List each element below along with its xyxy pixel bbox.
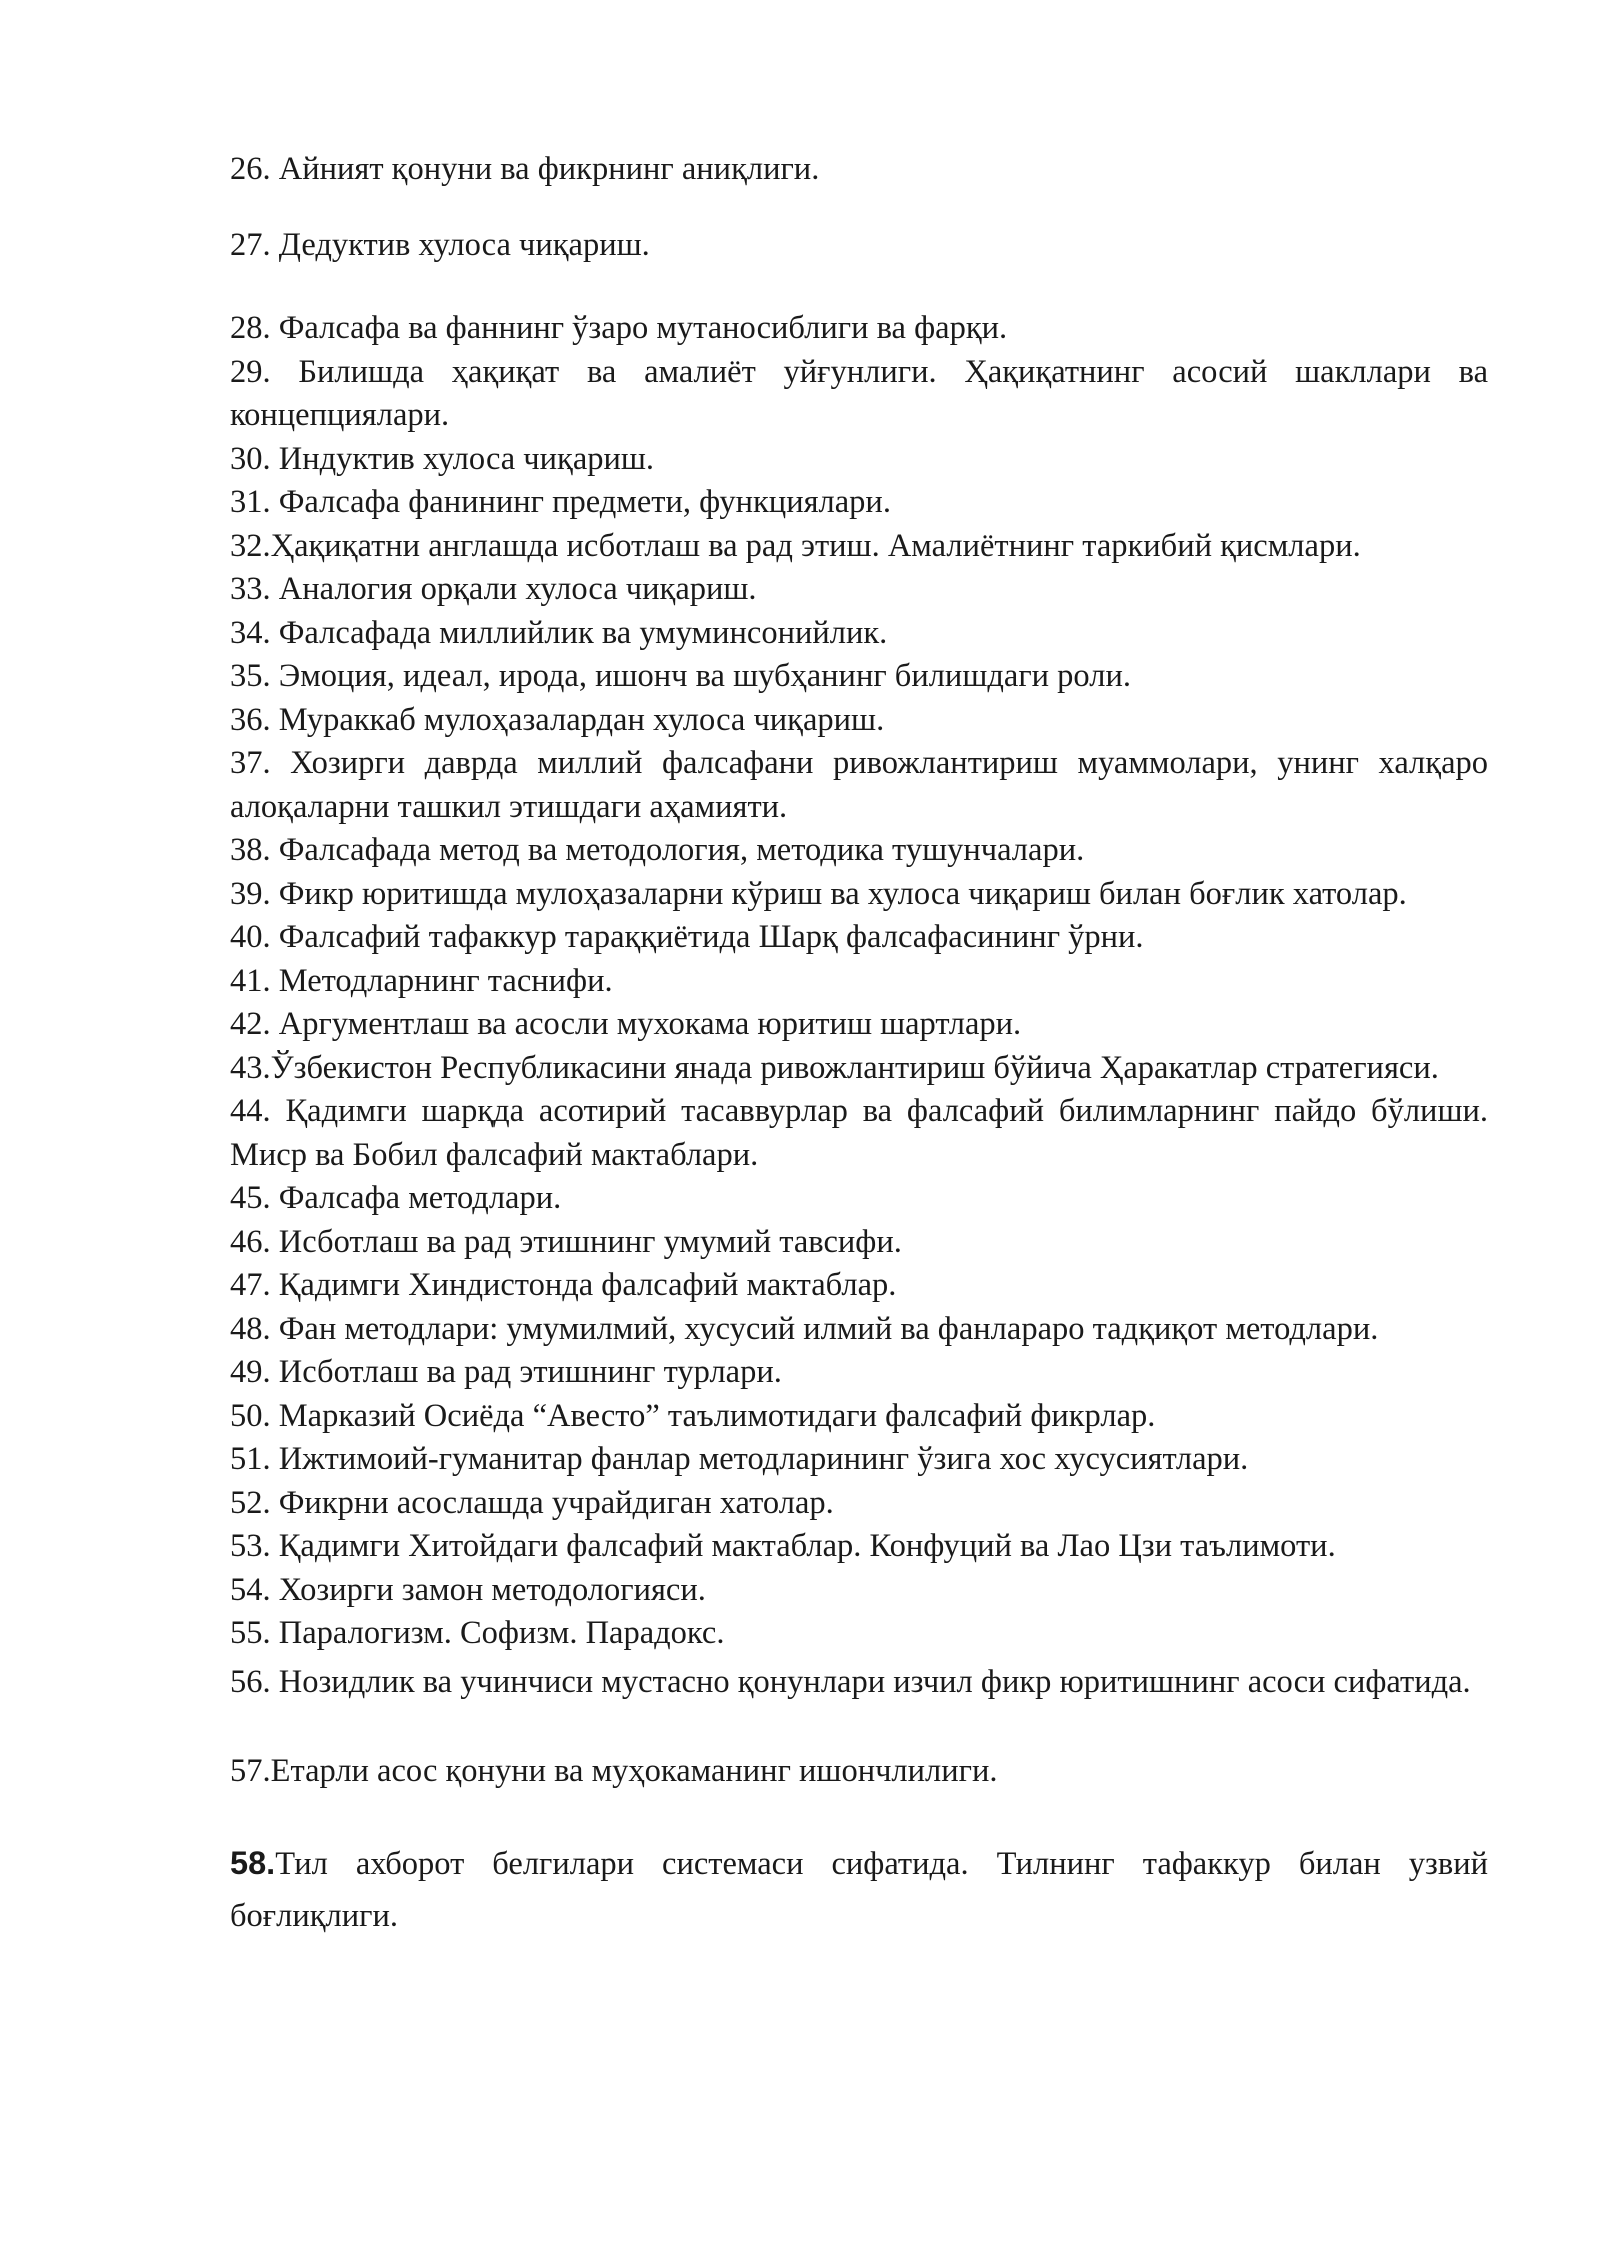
item-number: 33.	[230, 571, 271, 607]
item-number: 37.	[230, 745, 271, 781]
item-text: Фалсафа фанининг предмети, функциялари.	[270, 484, 891, 520]
item-number: 29.	[230, 353, 271, 390]
item-text: Аргументлаш ва асосли мухокама юритиш шартлари.	[270, 1006, 1022, 1042]
list-item-31	[230, 481, 1488, 525]
item-text: Фалсафада метод ва методология, методика тушунчалари.	[270, 832, 1085, 868]
list-item-40	[230, 916, 1488, 960]
list-item-54	[230, 1569, 1488, 1613]
item-text: Дедуктив хулоса чиқариш.	[270, 226, 650, 263]
item-number: 41.	[230, 962, 271, 999]
list-item-39	[230, 873, 1488, 917]
item-number: 57.	[230, 1752, 271, 1789]
list-item-48	[230, 1308, 1488, 1352]
item-text: Фикр юритишда мулоҳазаларни кўриш ва хулоса чиқариш билан боғлик хатолар.	[270, 875, 1407, 912]
item-text: Марказий Осиёда “Авесто” таълимотидаги фалсафий фикрлар.	[270, 1397, 1156, 1434]
item-number: 35.	[230, 658, 271, 694]
item-number: 46.	[230, 1223, 271, 1260]
item-text: Айният қонуни ва фикрнинг аниқлиги.	[270, 151, 820, 187]
item-number: 43.	[230, 1049, 271, 1086]
item-text: Ўзбекистон Республикасини янада ривожлантириш бўйича Ҳаракатлар стратегияси.	[270, 1049, 1439, 1086]
list-item-51	[230, 1438, 1488, 1482]
item-text: Билишда ҳақиқат ва амалиёт уйғунлиги. Ҳақиқатнинг асосий шакллари ва концепциялари.	[230, 353, 1488, 433]
list-item-45	[230, 1177, 1488, 1221]
list-item-46	[230, 1221, 1488, 1265]
document-page	[230, 148, 1488, 1942]
list-item-38	[230, 829, 1488, 873]
item-text: Фалсафа ва фаннинг ўзаро мутаносиблиги ва фарқи.	[270, 310, 1008, 346]
item-text: Ҳақиқатни англашда исботлаш ва рад этиш. Амалиётнинг таркибий қисмлари.	[270, 527, 1361, 564]
item-number: 32.	[230, 527, 271, 564]
item-number: 52.	[230, 1484, 271, 1521]
list-item-52	[230, 1482, 1488, 1526]
list-item-30	[230, 438, 1488, 482]
list-item-42	[230, 1003, 1488, 1047]
item-text: Фалсафада миллийлик ва умуминсонийлик.	[270, 614, 888, 651]
item-number: 39.	[230, 875, 271, 912]
item-number: 49.	[230, 1354, 271, 1390]
item-text: Тил ахборот белгилари системаси сифатида. Тилнинг тафаккур билан узвий боғлиқлиги.	[230, 1846, 1488, 1934]
list-item-36	[230, 699, 1488, 743]
list-item-55	[230, 1612, 1488, 1656]
item-number: 50.	[230, 1397, 271, 1434]
item-text: Фан методлари: умумилмий, хусусий илмий ва фанлараро тадқиқот методлари.	[270, 1310, 1379, 1347]
item-text: Методларнинг таснифи.	[270, 962, 613, 999]
item-text: Хозирги замон методологияси.	[270, 1571, 706, 1608]
item-number: 53.	[230, 1528, 271, 1564]
item-text: Ижтимоий-гуманитар фанлар методларининг ўзига хос хусусиятлари.	[270, 1441, 1249, 1477]
list-item-28	[230, 307, 1488, 351]
item-text: Мураккаб мулоҳазалардан хулоса чиқариш.	[270, 701, 885, 738]
item-number: 30.	[230, 440, 271, 477]
item-text: Қадимги Хиндистонда фалсафий мактаблар.	[270, 1267, 897, 1303]
item-text: Қадимги шарқда асотирий тасаввурлар ва фалсафий билимларнинг пайдо бўлиши. Миср ва Бобил фалсафий мактаблари.	[230, 1093, 1488, 1173]
item-text: Фалсафа методлари.	[270, 1180, 562, 1216]
list-item-29	[230, 351, 1488, 438]
item-text: Эмоция, идеал, ирода, ишонч ва шубҳанинг билишдаги роли.	[270, 658, 1131, 694]
item-number: 42.	[230, 1006, 271, 1042]
list-item-53	[230, 1525, 1488, 1569]
list-item-34	[230, 612, 1488, 656]
item-text: Фикрни асослашда учрайдиган хатолар.	[270, 1484, 834, 1521]
item-number: 51.	[230, 1441, 271, 1477]
list-item-44	[230, 1090, 1488, 1177]
item-number: 38.	[230, 832, 271, 868]
list-item-32	[230, 525, 1488, 569]
item-text: Нозидлик ва учинчиси мустасно қонунлари изчил фикр юритишнинг асоси сифатида.	[270, 1663, 1471, 1700]
item-number: 47.	[230, 1267, 271, 1303]
item-text: Қадимги Хитойдаги фалсафий мактаблар. Конфуций ва Лао Цзи таълимоти.	[270, 1528, 1336, 1564]
item-number: 28.	[230, 310, 271, 346]
item-number: 31.	[230, 484, 271, 520]
item-text: Паралогизм. Софизм. Парадокс.	[270, 1615, 725, 1651]
item-text: Исботлаш ва рад этишнинг турлари.	[270, 1354, 782, 1390]
list-item-27	[230, 224, 1488, 268]
item-text: Фалсафий тафаккур тараққиётида Шарқ фалсафасининг ўрни.	[270, 919, 1144, 955]
item-number: 45.	[230, 1180, 271, 1216]
list-item-56	[230, 1656, 1488, 1708]
list-item-57	[230, 1750, 1488, 1794]
list-item-41	[230, 960, 1488, 1004]
list-item-26	[230, 148, 1488, 192]
item-number: 44.	[230, 1093, 271, 1129]
list-item-33	[230, 568, 1488, 612]
item-text: Аналогия орқали хулоса чиқариш.	[270, 571, 757, 607]
list-item-35	[230, 655, 1488, 699]
item-number: 48.	[230, 1310, 271, 1347]
item-text: Етарли асос қонуни ва муҳокаманинг ишончлилиги.	[270, 1752, 998, 1789]
list-item-43	[230, 1047, 1488, 1091]
list-item-50	[230, 1395, 1488, 1439]
item-number: 26.	[230, 151, 271, 187]
item-number: 27.	[230, 226, 271, 263]
item-number: 58.	[230, 1845, 276, 1881]
list-item-47	[230, 1264, 1488, 1308]
item-number: 34.	[230, 614, 271, 651]
item-text: Исботлаш ва рад этишнинг умумий тавсифи.	[270, 1223, 902, 1260]
item-number: 40.	[230, 919, 271, 955]
item-number: 36.	[230, 701, 271, 738]
item-number: 55.	[230, 1615, 271, 1651]
list-item-58	[230, 1837, 1488, 1942]
item-text: Хозирги даврда миллий фалсафани ривожлантириш муаммолари, унинг халқаро алоқаларни ташкил этишдаги аҳамияти.	[230, 745, 1488, 825]
item-number: 54.	[230, 1571, 271, 1608]
item-text: Индуктив хулоса чиқариш.	[270, 440, 655, 477]
item-number: 56.	[230, 1663, 271, 1700]
list-item-49	[230, 1351, 1488, 1395]
list-item-37	[230, 742, 1488, 829]
